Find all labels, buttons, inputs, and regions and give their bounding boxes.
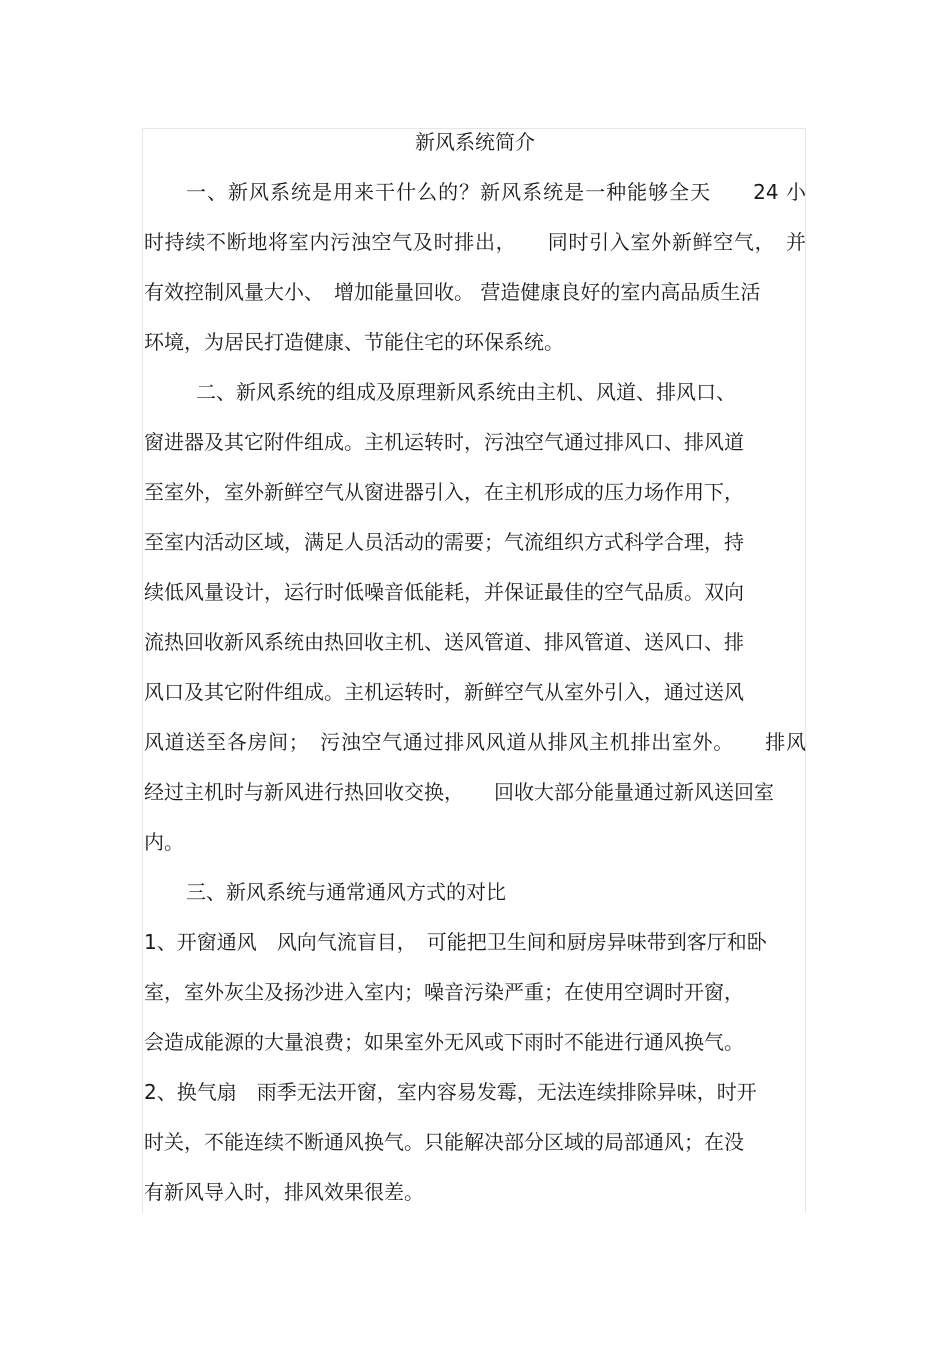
paragraph-line: 环境，为居民打造健康、节能住宅的环保系统。	[144, 330, 564, 354]
paragraph-line: 二、新风系统的组成及原理新风系统由主机、风道、排风口、	[196, 380, 736, 404]
paragraph-line: 至室内活动区域，满足人员活动的需要；气流组织方式科学合理，持	[144, 530, 744, 554]
paragraph-line: 时持续不断地将室内污浊空气及时排出， 同时引入室外新鲜空气， 并	[144, 230, 806, 254]
paragraph-line: 窗进器及其它附件组成。主机运转时，污浊空气通过排风口、排风道	[144, 430, 744, 454]
paragraph-line: 室，室外灰尘及扬沙进入室内；噪音污染严重；在使用空调时开窗，	[144, 980, 744, 1004]
document-title: 新风系统简介	[415, 130, 535, 154]
paragraph-line: 至室外，室外新鲜空气从窗进器引入，在主机形成的压力场作用下，	[144, 480, 744, 504]
paragraph-line: 一、新风系统是用来干什么的？新风系统是一种能够全天 24 小	[186, 180, 806, 204]
paragraph-line: 续低风量设计，运行时低噪音低能耗，并保证最佳的空气品质。双向	[144, 580, 744, 604]
paragraph-line: 会造成能源的大量浪费；如果室外无风或下雨时不能进行通风换气。	[144, 1030, 744, 1054]
paragraph-line: 有效控制风量大小、 增加能量回收。 营造健康良好的室内高品质生活	[144, 280, 761, 304]
paragraph-line: 风口及其它附件组成。主机运转时，新鲜空气从室外引入，通过送风	[144, 680, 744, 704]
section-heading: 三、新风系统与通常通风方式的对比	[186, 880, 506, 904]
paragraph-line: 经过主机时与新风进行热回收交换， 回收大部分能量通过新风送回室	[144, 780, 774, 804]
paragraph-line: 2、换气扇 雨季无法开窗，室内容易发霉，无法连续排除异味，时开	[144, 1080, 757, 1104]
paragraph-line: 1、开窗通风 风向气流盲目， 可能把卫生间和厨房异味带到客厅和卧	[144, 930, 767, 954]
paragraph-line: 风道送至各房间； 污浊空气通过排风风道从排风主机排出室外。 排风	[144, 730, 806, 754]
paragraph-line: 有新风导入时，排风效果很差。	[144, 1180, 424, 1204]
paragraph-line: 内。	[144, 830, 184, 854]
paragraph-line: 时关，不能连续不断通风换气。只能解决部分区域的局部通风；在没	[144, 1130, 744, 1154]
paragraph-line: 流热回收新风系统由热回收主机、送风管道、排风管道、送风口、排	[144, 630, 744, 654]
